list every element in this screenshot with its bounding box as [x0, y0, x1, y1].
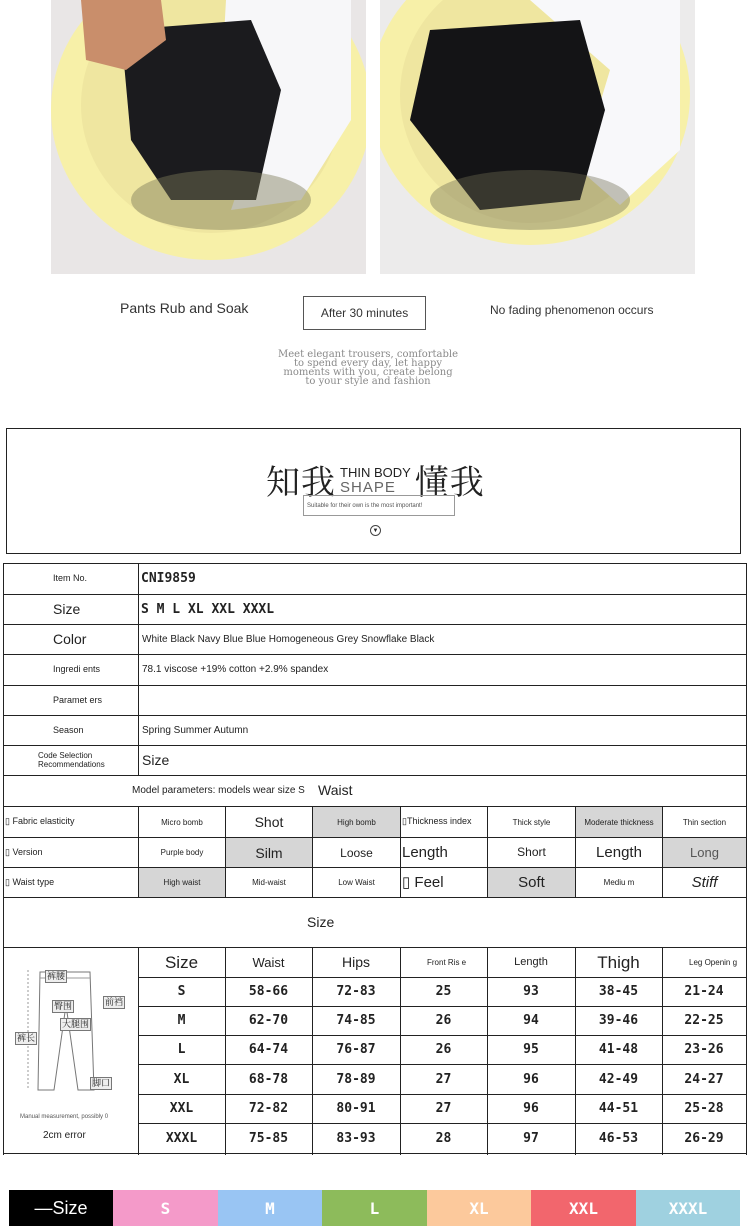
size-strip-item: XXXL [636, 1190, 740, 1226]
attribute-option-2: Thin section [682, 817, 727, 827]
size-table-cell: XXL [169, 1101, 194, 1116]
table-rule [3, 775, 746, 776]
caption-after-30-minutes: After 30 minutes [303, 296, 426, 330]
size-strip-item: XXL [531, 1190, 636, 1226]
size-table-cell: 44-51 [598, 1101, 639, 1116]
table-rule [3, 1153, 746, 1154]
diagram-label: 大腿围 [62, 1019, 90, 1029]
size-table-header: Waist [252, 954, 285, 970]
code-selection-label: Code Selection Recommendations [38, 751, 105, 769]
size-table-cell: 23-26 [684, 1042, 724, 1057]
season-label: Season [53, 724, 84, 735]
size-table-cell: 96 [523, 1071, 539, 1087]
size-strip-item: L [322, 1190, 427, 1226]
size-table-cell: S [177, 984, 186, 999]
attribute-option: High waist [139, 868, 225, 897]
attribute-option-2: Moderate thickness [576, 807, 662, 837]
size-table-cell: 74-85 [336, 1013, 376, 1028]
attribute-option: High bomb [313, 807, 400, 837]
size-table-cell: 72-83 [336, 984, 376, 999]
colors-value: White Black Navy Blue Blue Homogeneous Grey Snowflake Black [142, 633, 435, 645]
measurement-error: 2cm error [43, 1130, 86, 1141]
diagram-label: 裤腰 [47, 971, 66, 981]
size-table-header: Hips [341, 953, 370, 970]
size-table-cell: 46-53 [598, 1130, 639, 1146]
attribute-label-2: Length [402, 843, 448, 861]
attribute-label-2: ▯Thickness index [402, 816, 472, 826]
banner-cn-left: 知我 [266, 463, 336, 503]
item-no-value: CNI9859 [141, 571, 196, 586]
table-rule [400, 806, 401, 897]
caption-no-fading: No fading phenomenon occurs [490, 303, 654, 317]
attribute-option-2: Stiff [691, 874, 718, 891]
photo-after-soak [380, 0, 695, 274]
size-strip-item: S [113, 1190, 218, 1226]
size-table-cell: XL [173, 1071, 190, 1087]
size-table-cell: 72-82 [248, 1101, 289, 1116]
size-table-cell: 28 [435, 1130, 452, 1146]
size-table-cell: 25-28 [684, 1101, 724, 1116]
size-strip-label: —Size [9, 1190, 113, 1226]
size-table-cell: 26 [435, 1042, 452, 1057]
item-no-label: Item No. [53, 572, 88, 583]
size-table-cell: 64-74 [248, 1042, 289, 1057]
size-label: Size [53, 601, 81, 617]
size-table-cell: 62-70 [248, 1013, 289, 1028]
size-table-cell: M [177, 1013, 186, 1028]
table-rule [746, 563, 747, 1155]
attribute-option-2: Long [663, 838, 746, 867]
caption-rub-and-soak: Pants Rub and Soak [120, 300, 249, 316]
attribute-option: Mid-waist [252, 878, 286, 887]
table-rule [3, 897, 746, 898]
size-table-cell: 26 [435, 1013, 452, 1028]
measurement-note: Manual measurement, possibly 0 [20, 1114, 109, 1120]
attribute-option-2: Short [517, 845, 546, 859]
size-table-cell: 25 [435, 984, 452, 999]
table-rule [3, 563, 4, 1155]
attribute-option-2: Length [596, 844, 642, 861]
ingredients-value: 78.1 viscose +19% cotton +2.9% spandex [142, 664, 329, 675]
size-table-cell: 27 [435, 1071, 452, 1087]
size-table-cell: 76-87 [336, 1042, 376, 1057]
size-table-cell: 26-29 [684, 1130, 724, 1146]
size-table-cell: 75-85 [248, 1130, 289, 1146]
attribute-option-2: Soft [488, 868, 575, 897]
size-table-cell: 93 [523, 984, 539, 999]
size-table-cell: 97 [523, 1130, 539, 1146]
size-table-cell: 58-66 [248, 984, 289, 999]
size-table-header: Leg Openin g [689, 957, 738, 967]
attribute-label: ▯ Fabric elasticity [5, 816, 75, 826]
sizes-value: S M L XL XXL XXXL [141, 601, 275, 617]
diagram-label: 裤长 [17, 1033, 36, 1043]
size-table-cell: 21-24 [684, 984, 724, 999]
attribute-option: Low Waist [338, 878, 375, 887]
diagram-label: 脚口 [92, 1078, 111, 1088]
ingredients-label: Ingredi ents [53, 663, 101, 674]
size-table-cell: 27 [435, 1101, 452, 1116]
photo-rub-and-soak [51, 0, 366, 274]
size-table-cell: 83-93 [336, 1130, 376, 1146]
attribute-option: Shot [254, 814, 284, 830]
attribute-label: ▯ Version [5, 846, 43, 857]
attribute-option-2: Thick style [512, 817, 551, 827]
size-table-cell: 42-49 [598, 1071, 639, 1087]
attribute-option: Purple body [160, 848, 204, 857]
size-table-cell: XXXL [165, 1130, 198, 1146]
attribute-label-2: ▯ Feel [402, 874, 444, 891]
banner-subtitle: Suitable for their own is the most important! [303, 495, 455, 516]
scroll-down-icon[interactable]: ▼ [370, 525, 381, 536]
attribute-option: Micro bomb [161, 817, 203, 827]
code-selection-value: Size [142, 752, 170, 768]
size-table-cell: L [177, 1042, 186, 1057]
size-table-cell: 95 [523, 1042, 539, 1057]
attribute-label: ▯ Waist type [5, 876, 55, 887]
diagram-label: 臀围 [54, 1001, 73, 1011]
size-table-cell: 22-25 [684, 1013, 724, 1028]
size-table-header: Thigh [597, 952, 640, 972]
color-label: Color [53, 631, 87, 647]
size-table-cell: 38-45 [598, 984, 639, 999]
attribute-option: Loose [340, 845, 373, 860]
season-value: Spring Summer Autumn [142, 724, 249, 736]
size-strip-item: XL [427, 1190, 531, 1226]
attribute-option: Silm [226, 838, 312, 867]
size-table-cell: 80-91 [336, 1101, 376, 1116]
size-table-cell: 78-89 [336, 1071, 376, 1087]
banner-cn-right: 懂我 [414, 463, 485, 503]
model-note: Model parameters: models wear size S [132, 784, 305, 796]
size-table-cell: 96 [523, 1101, 539, 1116]
parameters-label: Paramet ers [53, 694, 103, 705]
model-waist: Waist [318, 782, 353, 798]
size-table-cell: 24-27 [684, 1071, 724, 1087]
diagram-label: 前裆 [105, 997, 124, 1007]
size-table-title: Size [307, 914, 335, 930]
table-rule [138, 563, 139, 775]
slogan-poem: Meet elegant trousers, comfortable to spend every day, let happy moments with you, create belong to your style and fashion [278, 349, 458, 387]
size-table-header: Size [164, 952, 199, 972]
size-table-cell: 41-48 [598, 1042, 639, 1057]
size-table-cell: 68-78 [248, 1071, 289, 1087]
size-strip-item: M [218, 1190, 322, 1226]
banner-en-stack: THIN BODY SHAPE [340, 464, 411, 496]
size-table-header: Front Ris e [427, 957, 467, 967]
size-table-cell: 94 [523, 1013, 539, 1028]
attribute-option-2: Mediu m [603, 878, 635, 887]
size-table-cell: 39-46 [598, 1013, 639, 1028]
size-table-header: Length [514, 955, 548, 968]
